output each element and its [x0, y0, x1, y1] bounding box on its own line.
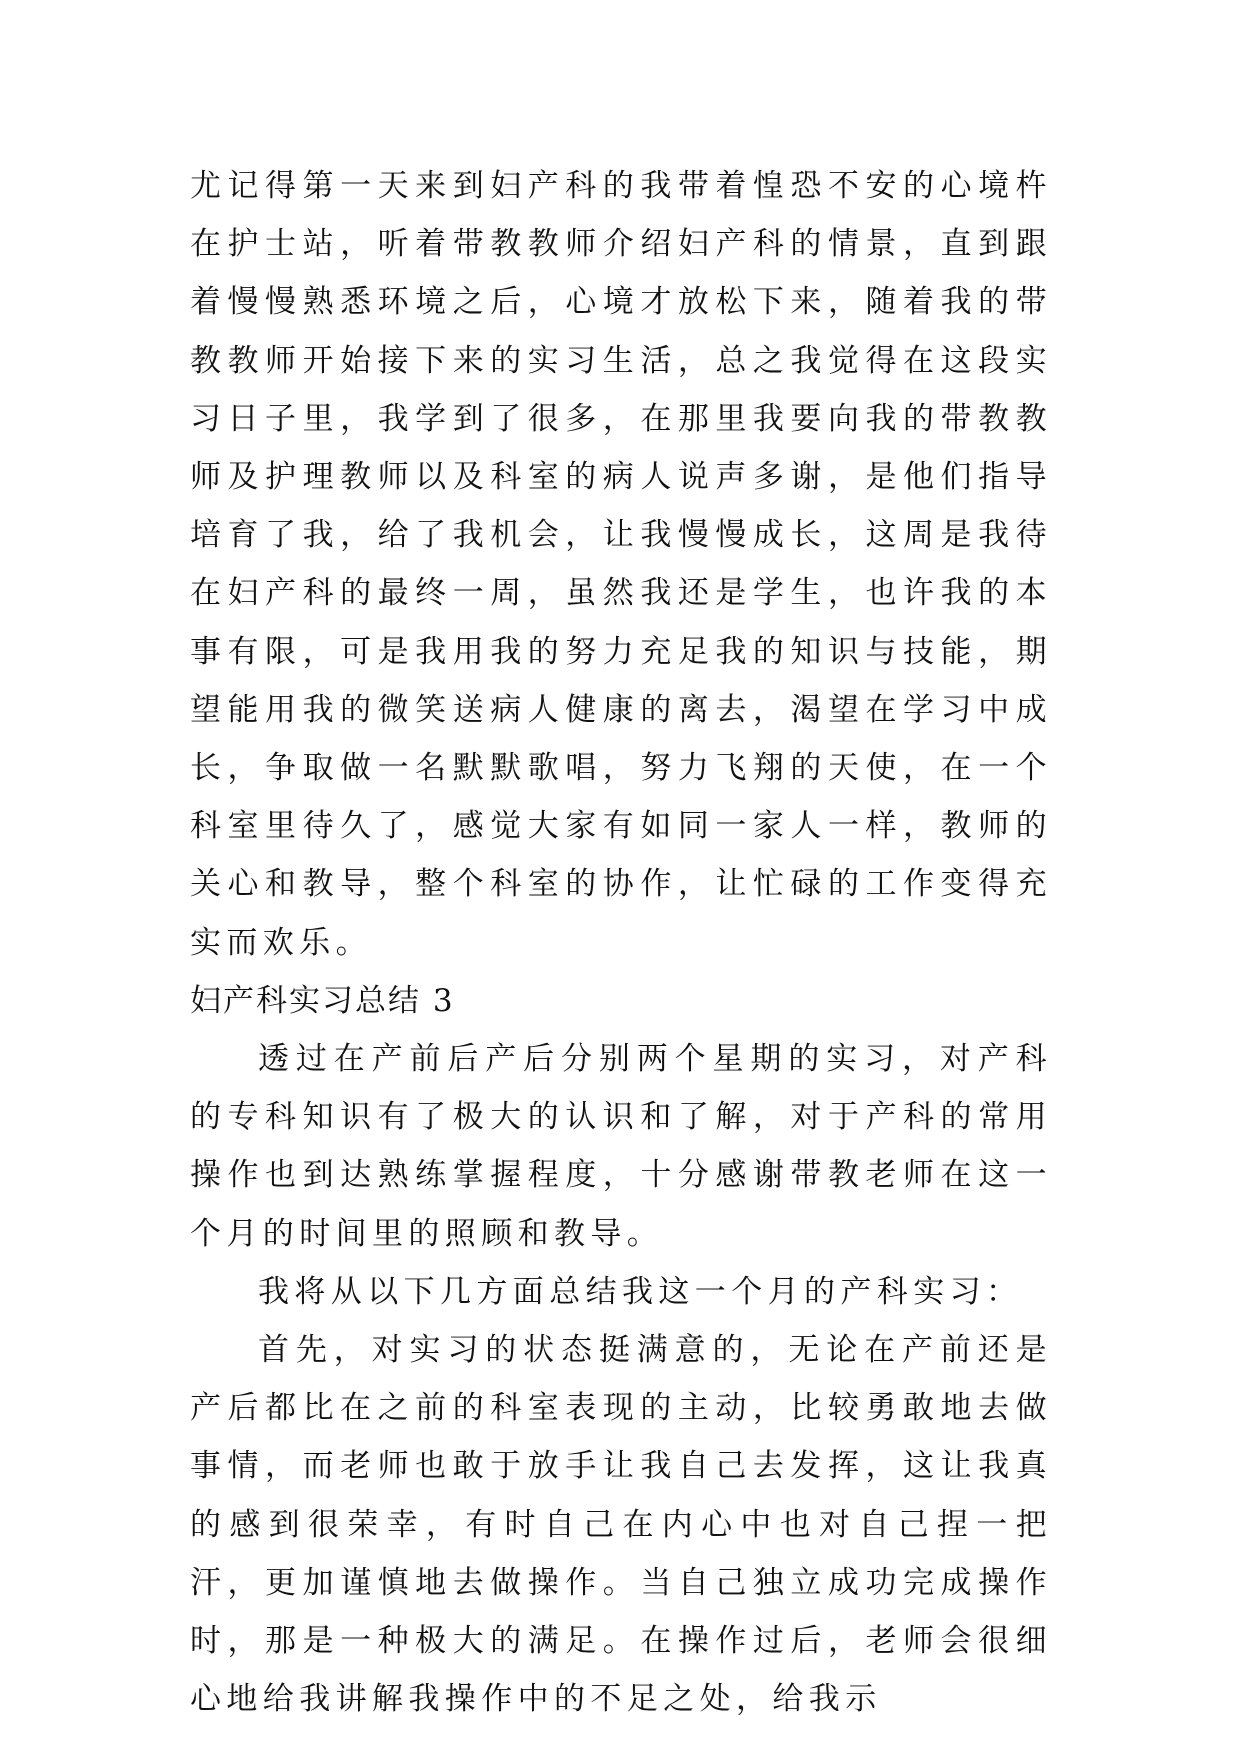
document-body: [190, 157, 1052, 1728]
body-paragraph-1: 尤记得第一天来到妇产科的我带着惶恐不安的心境杵在护士站，听着带教教师介绍妇产科的情景，直到跟着慢慢熟悉环境之后，心境才放松下来，随着我的带教教师开始接下来的实习生活，总之我觉得在这段实习日子里，我学到了很多，在那里我要向我的带教教师及护理教师以及科室的病人说声多谢，是他们指导培育了我，给了我机会，让我慢慢成长，这周是我待在妇产科的最终一周，虽然我还是学生，也许我的本事有限，可是我用我的努力充足我的知识与技能，期望能用我的微笑送病人健康的离去，渴望在学习中成长，争取做一名默默歌唱，努力飞翔的天使，在一个科室里待久了，感觉大家有如同一家人一样，教师的关心和教导，整个科室的协作，让忙碌的工作变得充实而欢乐。: [190, 168, 1052, 961]
body-paragraph-2: 透过在产前后产后分别两个星期的实习，对产科的专科知识有了极大的认识和了解，对于产科的常用操作也到达熟练掌握程度，十分感谢带教老师在这一个月的时间里的照顾和教导。: [190, 1041, 1052, 1252]
body-paragraph-4: 首先，对实习的状态挺满意的，无论在产前还是产后都比在之前的科室表现的主动，比较勇敢地去做事情，而老师也敢于放手让我自己去发挥，这让我真的感到很荣幸，有时自己在内心中也对自己捏一把汗，更加谨慎地去做操作。当自己独立成功完成操作时，那是一种极大的满足。在操作过后，老师会很细心地给我讲解我操作中的不足之处，给我示: [190, 1332, 1052, 1718]
section-heading: 妇产科实习总结 3: [190, 982, 455, 1019]
body-paragraph-3: 我将从以下几方面总结我这一个月的产科实习：: [258, 1273, 1023, 1310]
